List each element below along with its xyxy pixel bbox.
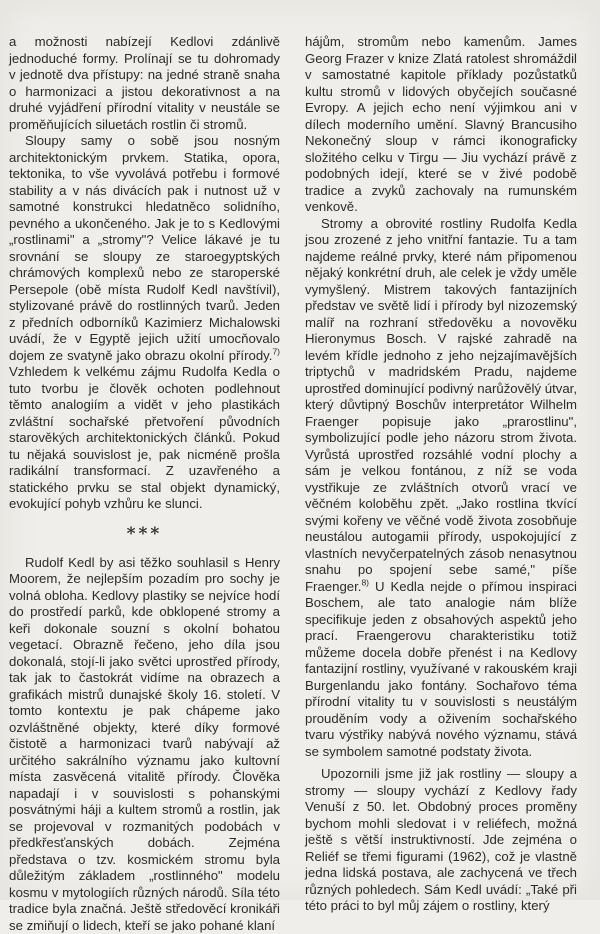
- paragraph: Upozornili jsme již jak rostliny — sloupy a stromy — sloupy vychází z Kedlovy řady Venuší z 50. let. Obdobný proces proměny bychom mohli sledovat i v reliéfech, možná ještě s větší instruktivností. Jde zejména o Reliéf se třemi figurami (1962), což je vlastně jedna lidská postava, ale zachycená ve třech různých pohledech. Sám Kedl uvádí: „Také při této práci to byl můj zájem o rostliny, který: [305, 766, 577, 915]
- paragraph-text: Sloupy samy o sobě jsou nosným architektonickým prvkem. Statika, opora, tektonika, to vše vyvolává potřebu i formové stability a v nás divácích pak i nutnost už v samotné konstrukci hledatněco solidního, pevného a ukončeného. Jak je to s Kedlovými „rostlinami" a „stromy"? Velice lákavé je tu srovnání se sloupy ze staroegyptských chrámových komplexů nebo ze staroperské Persepole (obě místa Rudolf Kedl navštívil), stylizované právě do rostlinných tvarů. Jeden z předních odborníků Kazimierz Michalowski uvádí, že v Egyptě jejich užití umocňovalo dojem ze svatyně jako obrazu okolní přírody.: [9, 133, 280, 363]
- paragraph: [9, 133, 280, 513]
- paragraph: hájům, stromům nebo kamenům. James Georg Frazer v knize Zlatá ratolest shromáždil v samostatné kapitole příklady pozůstatků kultu stromů v lidových obyčejích současné Evropy. A jejich echo není výjimkou ani v dílech moderního umění. Slavný Brancusiho Nekonečný sloup v rámci ikonograficky složitého celku v Tirgu — Jiu vychází právě z podobných idejí, které se v živé podobě tradice a zvyků zachovaly na rumunském venkově.: [305, 34, 577, 216]
- paragraph-text: Stromy a obrovité rostliny Rudolfa Kedla jsou zrozené z jeho vnitřní fantazie. Tu a tam najdeme reálné prvky, které nám připomenou nějaký konkrétní druh, ale celek je vždy uměle vymyšlený. Mistrem takových fantazijních představ ve světě lidí i přírody byl nizozemský malíř na rozhraní středověku a novověku Hieronymus Bosch. V rajské zahradě na levém křídle jednoho z jeho nejzajímavějších triptychů v madridském Pradu, najdeme uprostřed dominující podivný narůžovělý útvar, který důvtipný Boschův interpretátor Wilhelm Fraenger popisuje jako „prarostlinu", symbolizující podle jeho názoru strom života. Vyrůstá uprostřed rozsáhlé vodní plochy a sám je velkou fontánou, z níž se voda vystřikuje ze zvláštních otvorů vrací ve věčném koloběhu zpět. „Jako rostlina tkvící svými kořeny ve věčné vodě života zosobňuje neustálou autogamii přírody, uspokojující z vlastních nevyčerpatelných zásob nenasytnou snahu po spojení sebe samé," píše Fraenger.: [305, 216, 577, 594]
- right-column: [305, 34, 577, 915]
- left-column: [9, 34, 280, 934]
- footnote-ref: 7): [272, 346, 280, 356]
- paragraph: [305, 216, 577, 761]
- footnote-ref: 8): [361, 577, 369, 587]
- paragraph-text: Vzhledem k velkému zájmu Rudolfa Kedla o tuto tvorbu je člověk ochoten podlehnout těmto analogiím a vidět v jeho plastikách zvláštní sochařské přetvoření původních starověkých architektonických článků. Pokud tu nějaká souvislost je, pak nicméně prošla radikální transformací. Z uzavřeného a statického prvku se stal objekt dynamický, evokující pohyb vzhůru ke slunci.: [9, 364, 280, 511]
- paragraph-text: U Kedla nejde o přímou inspiraci Boschem, ale tato analogie nám blíže specifikuje jeden z obsahových aspektů jeho prací. Fraengerovu charakteristiku totiž můžeme docela dobře přenést i na Kedlovy fantazijní rostliny, využívané v rakouském kraji Burgenlandu jako fontány. Sochařovo téma přírodní vitality tu v souvislosti s neustálým prouděním vody a oživením sochařského tvaru výstřiky nabývá nového významu, stává se symbolem samotné podstaty života.: [305, 579, 577, 759]
- paragraph: Rudolf Kedl by asi těžko souhlasil s Henry Moorem, že nejlepším pozadím pro sochy je volná obloha. Kedlovy plastiky se nejvíce hodí do prostředí parků, kde obklopené stromy a keři dokonale souzní s okolní bohatou vegetací. Obrazně řečeno, jeho díla jsou dokonalá, stojí-li jako světci uprostřed přírody, tak jak to častokrát vidíme na obrazech a grafikách mistrů dunajské školy 16. století. V tomto kontextu je pak chápeme jako ozvláštněné objekty, které díky formové čistotě a harmonizaci tvarů nabývají až určitého sakrálního významu jako kultovní místa zasvěcená vitalitě přírody. Člověka napadají i v souvislosti s pohanskými posvátnými háji a kultem stromů a rostlin, jak se projevoval v rozmanitých podobách v předkřesťanských dobách. Zejména představa o tzv. kosmickém stromu byla důležitým základem „rostlinného" modelu kosmu v mytologiích různých národů. Síla této tradice byla značná. Ještě středověcí kronikáři se zmiňují o lidech, kteří se jako pohané klaní: [9, 555, 280, 934]
- paragraph: a možnosti nabízejí Kedlovi zdánlivě jednoduché formy. Prolínají se tu dohromady v jednotě dva přístupy: na jedné straně snaha o harmonizaci a jistou dekorativnost a na druhé vyjádření přírodní vitality v neustále se proměňujících siluetách rostlin či stromů.: [9, 34, 280, 133]
- section-separator: ***: [9, 525, 280, 543]
